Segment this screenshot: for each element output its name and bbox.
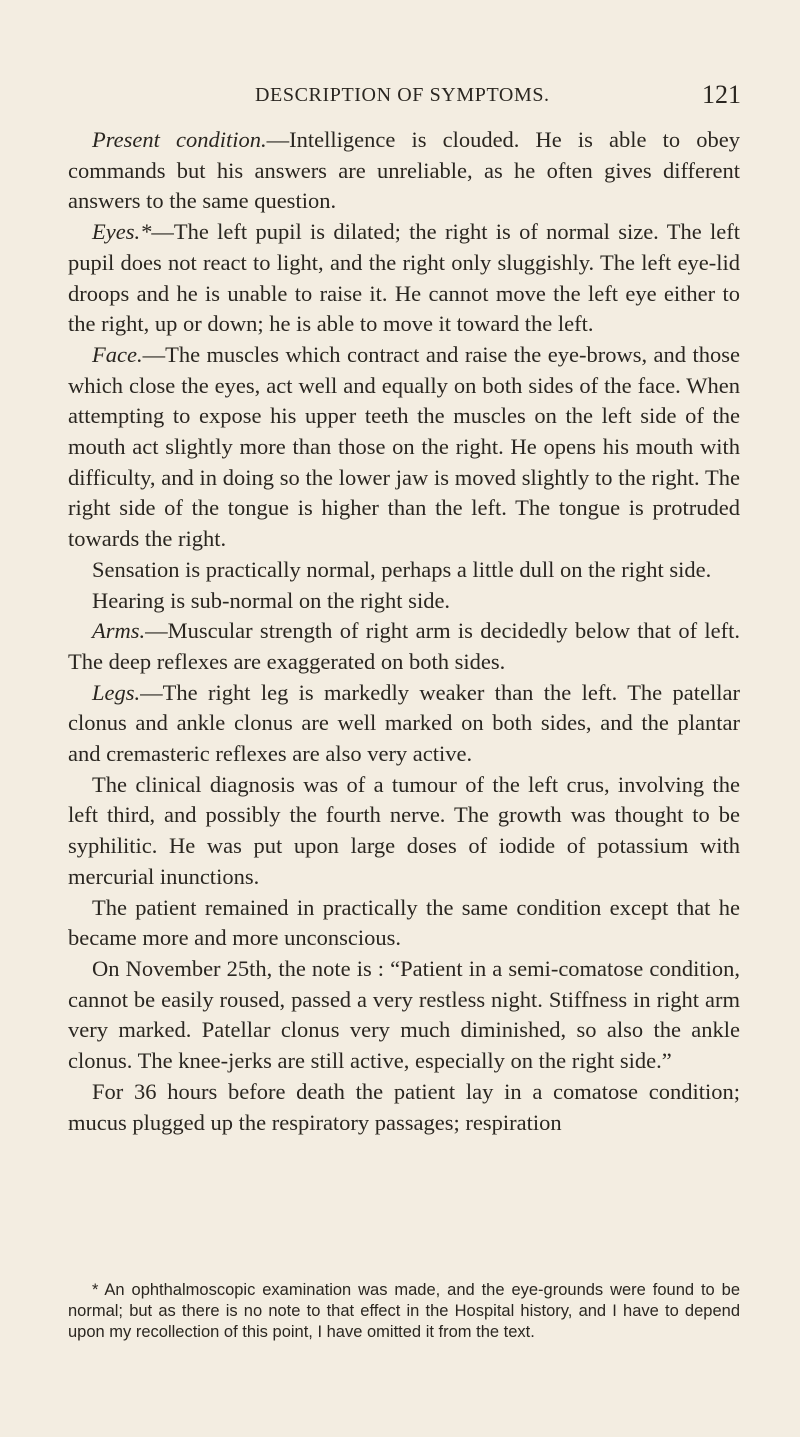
paragraph-lead: Present condition. [92,127,267,152]
footnote [68,1280,740,1343]
paragraph-hearing [68,586,740,617]
running-title: DESCRIPTION OF SYMPTOMS. [255,84,550,106]
paragraph-present-condition [68,125,740,217]
paragraph-lead: Legs. [92,679,141,705]
paragraph-text: On November 25th, the note is : “Patient in a semi-comatose condition, cannot be easily roused, passed a very restless night. Stiffness in right arm very marked. Patellar clonus very much diminished, so also the ankle clonus. The knee-jerks are still active, especially on the right side.” [68,955,740,1074]
paragraph-text: —The muscles which contract and raise the eye-brows, and those which close the eyes, act well and equally on both sides of the face. When attempting to expose his upper teeth the muscles on the left side of the mouth act slightly more than those on the right. He opens his mouth with difficulty, and in doing so the lower jaw is moved slightly to the right. The right side of the tongue is higher than the left. The tongue is protruded towards the right. [68,341,740,552]
paragraph-text: —The right leg is markedly weaker than the left. The patellar clonus and ankle clonus are well marked on both sides, and the plantar and cremasteric reflexes are also very active. [68,679,740,767]
paragraph-text: —Muscular strength of right arm is decidedly below that of left. The deep reflexes are exaggerated on both sides. [68,618,740,674]
paragraph-lead: Arms. [92,618,146,644]
paragraph-text: For 36 hours before death the patient lay in a comatose condition; mucus plugged up the respiratory passages; respiration [68,1078,740,1135]
paragraph-progress [68,893,740,954]
paragraph-arms [68,616,740,677]
paragraph-face [68,340,740,555]
paragraph-text: —The left pupil is dilated; the right is of normal size. The left pupil does not react to light, and the right only sluggishly. The left eye-lid droops and he is unable to raise it. He cannot move the left eye either to the right, up or down; he is able to move it toward the left. [68,219,740,337]
paragraph-text: Sensation is practically normal, perhaps a little dull on the right side. [92,556,712,582]
paragraph-text: Hearing is sub-normal on the right side. [92,587,451,613]
paragraph-text: The clinical diagnosis was of a tumour of the left crus, involving the left third, and possibly the fourth nerve. The growth was thought to be syphilitic. He was put upon large doses of iodide of potassium with mercurial inunctions. [68,771,740,889]
paragraph-lead: Face. [92,341,143,367]
page-header [255,80,741,118]
paragraph-diagnosis [68,770,740,893]
paragraph-eyes [68,217,740,340]
page-number: 121 [702,80,741,109]
paragraph-text: The patient remained in practically the same condition except that he became more and more unconscious. [68,894,740,951]
paragraph-text: —Intelligence is clouded. He is able to obey commands but his answers are unreliable, as he often gives different answers to the same question. [68,127,740,214]
paragraph-sensation [68,555,740,586]
footnote-text: * An ophthalmoscopic examination was made, and the eye-grounds were found to be normal; but as there is no note to that effect in the Hospital history, and I have to depend upon my recollection of this point, I have omitted it from the text. [68,1281,740,1341]
paragraph-before-death [68,1077,740,1138]
paragraph-november-note [68,954,740,1077]
paragraph-lead: Eyes.* [92,219,152,245]
body-text [68,125,740,1138]
paragraph-legs [68,678,740,770]
